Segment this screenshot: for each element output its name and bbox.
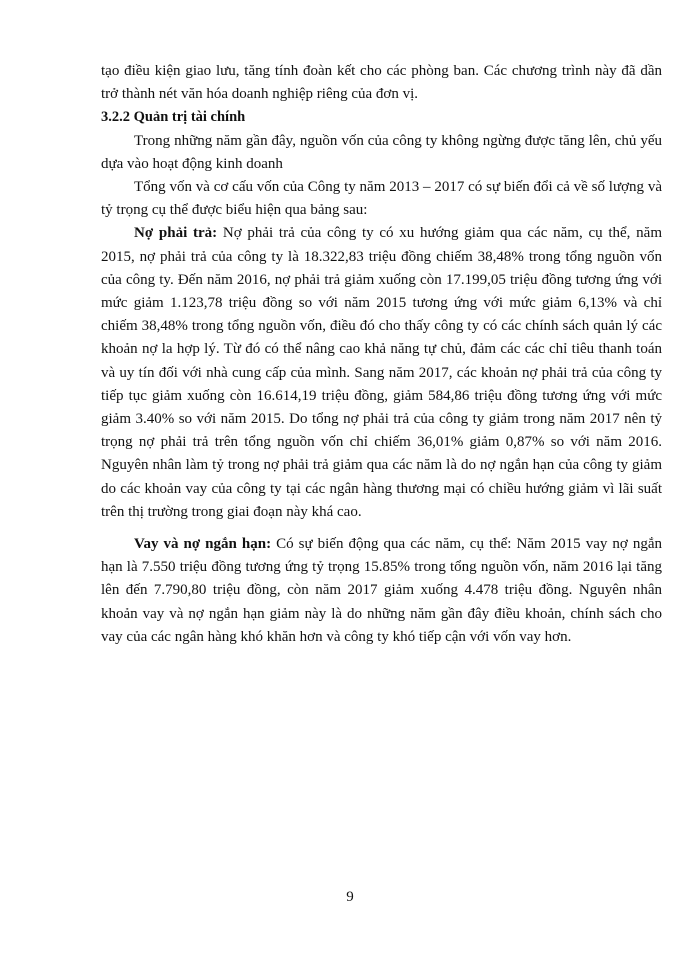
short-term-loans-text: Có sự biến động qua các năm, cụ thể: Năm 2015 vay nợ ngắn hạn là 7.550 triệu đồng tương ứng tỷ trọng 15.85% trong tổng nguồn vốn, năm 2016 lại tăng lên đến 7.790,80 triệu đồng, còn năm 2017 giảm xuống 4.478 triệu đồng. Nguyên nhân khoản vay và nợ ngắn hạn giảm này là do những năm gần đây điều khoản, chính sách cho vay của các ngân hàng khó khăn hơn và công ty khó tiếp cận với vốn vay hơn.	[101, 536, 663, 645]
document-body	[101, 60, 662, 649]
paragraph-intro: tạo điều kiện giao lưu, tăng tính đoàn kết cho các phòng ban. Các chương trình này đã dần trở thành nét văn hóa doanh nghiệp riêng của đơn vị.	[101, 63, 662, 103]
short-term-loans-lead: Vay và nợ ngắn hạn:	[134, 536, 272, 553]
paragraph-liabilities	[101, 222, 662, 524]
paragraph-capital-growth: Trong những năm gần đây, nguồn vốn của công ty không ngừng được tăng lên, chủ yếu dựa vào hoạt động kinh doanh	[101, 132, 662, 172]
liabilities-text: Nợ phải trả của công ty có xu hướng giảm qua các năm, cụ thể, năm 2015, nợ phải trả của công ty là 18.322,83 triệu đồng chiếm 38,48% trong tổng nguồn vốn của công ty. Đến năm 2016, nợ phải trả giảm xuống còn 17.199,05 triệu đồng tương ứng với mức giảm 1.123,78 triệu đồng so với năm 2015 tương ứng với mức giảm 6,13% và chỉ chiếm 38,48% trong tổng nguồn vốn, điều đó cho thấy công ty có các chính sách quản lý các khoản nợ la hợp lý. Từ đó có thể nâng cao khả năng tự chủ, đảm các các chỉ tiêu thanh toán và uy tín đối với nhà cung cấp của mình. Sang năm 2017, các khoản nợ phải trả của công ty tiếp tục giảm xuống còn 16.614,19 triệu đồng, giảm 584,86 triệu đồng tương ứng với mức giảm 3.40% so với năm 2015. Do tổng nợ phải trả của công ty giảm trong năm 2017 nên tỷ trọng nợ phải trả trên tổng nguồn vốn chỉ chiếm 36,01% giảm 0,87% so với năm 2016. Nguyên nhân làm tỷ trong nợ phải trả giảm qua các năm là do nợ ngắn hạn của công ty giảm do các khoản vay của công ty tại các ngân hàng thương mại có chiều hướng giảm vì lãi suất trên thị trường trong giai đoạn này khá cao.	[101, 225, 662, 520]
page-number: 9	[346, 889, 354, 905]
section-heading: 3.2.2 Quản trị tài chính	[101, 109, 246, 126]
liabilities-lead: Nợ phải trả:	[134, 225, 218, 242]
paragraph-short-term-loans	[101, 533, 662, 649]
paragraph-capital-structure: Tổng vốn và cơ cấu vốn của Công ty năm 2013 – 2017 có sự biến đổi cả về số lượng và tỷ trọng cụ thể được biểu hiện qua bảng sau:	[101, 179, 662, 219]
